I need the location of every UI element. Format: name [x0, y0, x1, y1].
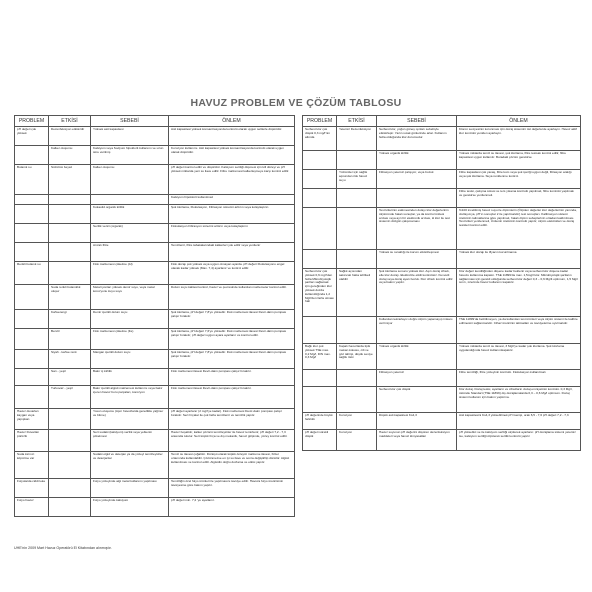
table-row [15, 409, 295, 430]
cell-reason: Yosun oluşumu (Aşırı havuzlarda genellikle yağmur ve bitme) [91, 409, 169, 430]
cell-solution: pH değeri min. 7,2 'ye ayarlanır. [169, 498, 295, 517]
cell-cause: Sağlık açısından sakıncalı hatta tehlikeli olabilir [337, 269, 377, 317]
table-row [303, 151, 581, 170]
cell-solution: Flok malzemesi ilavesi Devir-daim pompası çalışır bırakılır. [169, 369, 295, 386]
table-row [303, 370, 581, 387]
cell-solution: pH değeri kontrol edilir ve düşürülür. Kalsiyum sertliği düşmesi için kill düzeyi ve pH yüksek miktarda yeni su ilave edilir. Filtre malzemesi kalkerleşmeye karşı kontrol edilir. [169, 165, 295, 195]
cell-problem: Folyo havuz [15, 498, 49, 517]
table-row [15, 310, 295, 329]
cell-reason: Bakır iç kirlilik [91, 369, 169, 386]
cell-reason: Flok malzemesi çökelme (Al) [91, 262, 169, 285]
table-row [303, 430, 581, 451]
cell-problem [15, 195, 49, 205]
cell-reason: Mangan içerikli dolum suyu [91, 350, 169, 369]
cell-problem: Bağlı klor çok yüksek TSE max. 0,2 Mg/l, DIN max. 0,3 Mg/l [303, 344, 337, 370]
source-note: UHE'nin 2009 Mart Havuz Operatörü El Kitabından alınmıştır. [14, 546, 112, 550]
cell-cause: Kapalı havuzlarda tipik mekan kokusu, cilt ve göz tahrişi, düşük seviye sağlık riski [337, 344, 377, 370]
cell-problem [303, 317, 337, 344]
header-cause: ETKİSİ [49, 116, 91, 127]
table-row [303, 344, 581, 370]
table-row [15, 452, 295, 479]
cell-problem: Serbest klor çok yüksek 0,6 mg/l'den fazla Mikrobiyolojik şartları sağlamak için gereğinden klor yüksek dozda kullanıldığında 1,2 Mg/l'den fazla olması hali [303, 269, 337, 317]
table-row [303, 208, 581, 250]
cell-solution: Dolum suyu kalitesi kontrol, havuz ve çevresinde kullanılan malzemeler kontrol edilir. [169, 285, 295, 310]
cell-solution: Filtre kapasitesi çok yavaş, filtre kum veya şok içeriği uygun değil, filtrasyon aralığı veya şok klorlama. Suya renklenme kontrol. [457, 170, 581, 189]
table-row [15, 479, 295, 498]
cell-solution: Klor dozaj. Dozaj tesisi, ayarların ve cihazların dozaj emniyetinin kontrolü. 0,3 Mg/l, üstünde Standart (TSE 11899) dış dozajlamalarda 0,3 – 0,6 Mg/l optimum. Dozaj sistemi kullanım için bakım yaptırma. [457, 387, 581, 413]
cell-solution: Yüksek klor dozajı ile iflyacın korunlmama [457, 250, 581, 269]
cell-solution: Flok malzemesi ilavesi Devir-daim pompası çalışır bırakılır. [169, 386, 295, 409]
cell-solution: Asit kapasitesini Ks4,3 yükseltilmek pH Genişi, orak 6,5 - 7,6 pH değeri 7,2 - 7,3 [457, 413, 581, 430]
cell-reason: Yüksek asit kapasitesi [91, 127, 169, 146]
cell-reason: Yüksek organik kirlilik [377, 151, 457, 170]
header-reason: SEBEBİ [377, 116, 457, 127]
cell-problem [15, 329, 49, 350]
cell-cause: Dezenfeksiyon etkisizdir [49, 127, 91, 146]
cell-cause: Siyah - kahve renk [49, 350, 91, 369]
header-reason: SEBEBİ [91, 116, 169, 127]
cell-reason: Şok klorlama sonucu yüksek klor. Aşırı dozaj cihazı, elle klor dozajı. Elektrolize etkili kontrolsüz. Kuvvetli dozaj veya dozaj ayarı bozuk. Klor cihazı kontrol edilir veya bakım yapılır. [377, 269, 457, 317]
cell-reason: Havuz suyunun pH değerini düşüren dezenfeksiyon maddeleri veya havuz kimyasalları [377, 430, 457, 451]
header-cause: ETKİSİ [337, 116, 377, 127]
cell-solution: Havuz boşaltılır, kalker çözücü temizleyiciler ile havuz temizlenir, pH değeri 7,2 - 7,3 arasında tutulur. Sert küçük fırça ve dış mekanik, havuz girişinde, yüzey kontrol edilir. [169, 430, 295, 452]
table-row [15, 146, 295, 165]
cell-problem [15, 205, 49, 224]
cell-problem [15, 350, 49, 369]
cell-cause [337, 151, 377, 170]
cell-reason: Filtrasyon yetersiz çalışıyor, veya bozuk [377, 170, 457, 189]
table-row [15, 369, 295, 386]
cell-reason: Metal iyonları yüksek demir suyu, veya metal korozyonu kuyu suyu [91, 285, 169, 310]
table-row [15, 127, 295, 146]
table-row [15, 224, 295, 243]
cell-cause: Benzil [49, 329, 91, 350]
cell-solution: Kalsiyum hipoklorit kullanılmaz [169, 195, 295, 205]
cell-cause: Suda renkli bulanıklık oluşur [49, 285, 91, 310]
cell-cause [49, 205, 91, 224]
cell-cause: Yetersiz Dezenfeksiyon [337, 127, 377, 151]
cell-cause: Turkuvaz - yeşil [49, 386, 91, 409]
cell-reason: Sertlik verici (organik) [91, 224, 169, 243]
cell-reason: Düşük asit kapasitesi Ks4,3 [377, 413, 457, 430]
cell-reason: Bakır içerikli algisit malzemesi kullanımı veya bakır içeren havuz boru parçaları, korozyon [91, 386, 169, 409]
cell-problem: Suda kırmızı köpürme var [15, 452, 49, 479]
table-row [15, 243, 295, 262]
cell-cause [49, 262, 91, 285]
cell-cause: Süzülmü beyaz [49, 165, 91, 195]
cell-solution: Yüksek miktarda temiz su ilavesi, 3 Mg/l'ye kadar şok klorlama. Şok klorlama uygulandığında havuz kullanımkapatılır. [457, 344, 581, 370]
cell-problem [15, 310, 49, 329]
cell-cause [337, 250, 377, 269]
cell-reason: Folyo yüzeyinde algi metal kullanımı yapılması [91, 479, 169, 498]
cell-reason: Filtrasyon yetersiz [377, 370, 457, 387]
cell-problem: Folyolarda ciddi leke [15, 479, 49, 498]
cell-problem [303, 208, 337, 250]
cell-reason: Kalker oluşumu [91, 165, 169, 195]
cell-solution: %100 inceltilmiş havuz suyu ile ölçümlerin (Ölçülen değerler klor değerlerinin yanında, dozlayıcıya, pH'ın sonuçlar 2 ile yapılmalıdır) test sonuçları. Kalibrasyon sistemi üreticinin talimatlarına göre yapılmalı, hatalı ölçüm sebeplerinin ortadan kaldırılması. Test kitleri yenilenmeli, Ünitenin üreticinin kontrolü yapılır, ölçüm elektrotları ve dozaj tesisleri kontrol edilir. [457, 208, 581, 250]
cell-solution: Şok klorlama, pH değeri 7,8'yu yükseltir. Flok malzemesi ilavesi Devir-daim pompası çalışır bırakılır. [169, 310, 295, 329]
header-problem: PROBLEM [15, 116, 49, 127]
cell-cause [49, 430, 91, 452]
cell-solution: Flokulasyon Filtrasyon sürecini arttırın veya kolaylaştırın [169, 224, 295, 243]
table-row [303, 127, 581, 151]
table-row [15, 386, 295, 409]
table-row [15, 350, 295, 369]
cell-cause: Korozyon [337, 413, 377, 430]
cell-problem [15, 369, 49, 386]
cell-reason [377, 189, 457, 208]
page-title: HAVUZ PROBLEM VE ÇÖZÜM TABLOSU [190, 97, 402, 109]
cell-cause [337, 370, 377, 387]
cell-reason: Demir içerikli dolum suyu [91, 310, 169, 329]
cell-cause [49, 243, 91, 262]
cell-cause [49, 479, 91, 498]
cell-reason: Yüksek organik kirlilik [377, 344, 457, 370]
table-row [15, 329, 295, 350]
table-row [303, 269, 581, 317]
table-row [303, 317, 581, 344]
table-row [15, 262, 295, 285]
cell-solution: Şok klorlama, pH değeri 7,8'yu yükseltir. Flok malzemesi ilavesi Devir-daim pompası çalışır bırakılır. [169, 350, 295, 369]
cell-reason: Kokaolid organik kirlilik [91, 205, 169, 224]
cell-reason: Sudaki olgid ve deterjan ya da yüzeyi temizleyiciler ve deterjanlar [91, 452, 169, 479]
problem-table-right [302, 115, 581, 451]
cell-problem [15, 243, 49, 262]
cell-cause [49, 409, 91, 430]
table-row [303, 170, 581, 189]
cell-reason: Serbest klor çok düşük [377, 387, 457, 413]
cell-solution: Asit kapasitesi yüksek konsantrasyonda kontrolü olarak uygun seltlerle düşürülür. [169, 127, 295, 146]
cell-reason: Flok malzemesi çökelme (Fe) [91, 329, 169, 350]
cell-reason: Yüksek su sıcaklığı ile korum etkisizleşmesi [377, 250, 457, 269]
cell-cause [337, 208, 377, 250]
cell-reason: Kalsiyum veya Sodyum hipoklorit kullanımı ve uzun süre verilmiş [91, 146, 169, 165]
cell-problem: Renkli bulanık su [15, 262, 49, 285]
cell-reason: Folyo yüzeyinde kalsiyum [91, 498, 169, 517]
table-row [15, 498, 295, 517]
cell-problem: Serbest klor çok düşük 0,3 mg/l'nin altında [303, 127, 337, 151]
cell-problem [15, 285, 49, 310]
cell-cause [49, 224, 91, 243]
table-row [303, 189, 581, 208]
table-header-row [303, 116, 581, 127]
cell-solution: Temizliğin özel folyo ürünleri ile yapılmasını tavsiye edilir. Havuza folyo üreticisinin tavsiyesine göre bakım yapılır. [169, 479, 295, 498]
cell-solution: Yüksek miktarda temiz su ilavesi, şok klorlama, filtre tesisatı kontrol edilir, filtre kapasitesi uygun kullanılır. Buradaki çözüm gerekirse [457, 151, 581, 170]
cell-problem: Bulanık su [15, 165, 49, 195]
cell-problem [15, 386, 49, 409]
table-row [303, 250, 581, 269]
cell-problem [303, 387, 337, 413]
cell-reason: Arızalı filtre [91, 243, 169, 262]
table-row [303, 413, 581, 430]
cell-problem [15, 146, 49, 165]
cell-cause [337, 387, 377, 413]
table-row [15, 430, 295, 452]
cell-problem: pH değeri sürekli düşük [303, 430, 337, 451]
cell-solution: Korozyon kullanımı. Asit kapasitesi yüksek konsantrasyonda kontrolü olarak uygun olarak düşürülür. [169, 146, 295, 165]
cell-solution: pH yükseltici ve ile kalsiyum sertliği olçülerek ayarlanır. pH dozajlama sistemi yetersiz ise, kalsiyum sertliği ölçülerek sertlik kontrolü yapılır [457, 430, 581, 451]
table-row [15, 195, 295, 205]
cell-cause [49, 195, 91, 205]
cell-problem: Havuz duvarları kaygan veya yapışkan [15, 409, 49, 430]
cell-solution: Temiz su ilavesi çoğaltılır. Dönüşü olarak köpük önleyici malzeme ilavesi, Kriter ortamında kullanılabilir. Çözünmezse en iyi su ilave ve sonra değiştirilip dönülür. Algisit kullanılması ve kontrol edilir. Algisidin doğru dozlama ve etkisi yapılır. [169, 452, 295, 479]
cell-problem: pH değerinde büyük farklılık [303, 413, 337, 430]
cell-solution: Filtre tesisi, çalışma süresi ve ters yıkama kontrolü yapılmalı, filtre kontrolü yapılmalı ve gerekirse yenilenmeli. [457, 189, 581, 208]
cell-solution: Klor değeri kendiliğinden düşene kadar beklenir veya serbest klor düşene kadar havuzu kullanıma kapatın. TSE 11899'da max. 1,5mg/l klor. Mikrobiyolojik şartların sağlanması için gerekli olduğunda serbest klor değeri 0,3 – 0,6 Mg/lt optimum, 1,5 Mg/l sınırı, üzerinde havuz kullanımı kapatılır. [457, 269, 581, 317]
table-row [15, 285, 295, 310]
cell-solution: Flok dozajı çok yüksek veya uygun olmayan ayarda. pH değeri Flokulasyonu engel olacak kadar yüksek (Max. 7,4) ayarlanır ve kontrol edilir. [169, 262, 295, 285]
header-solution: ÖNLEM [457, 116, 581, 127]
cell-reason: Test kitlerinin eskimesinden dolayı klor değerlerinin ölçümünde hatalı sonuçlar, ya da kontrol ünitesi arızası veya ayrı bir elektronik arızası, ki klor ile test sistemin düzgün çalışmaması [377, 208, 457, 250]
problem-table-left [14, 115, 295, 517]
header-solution: ÖNLEM [169, 116, 295, 127]
cell-reason [91, 195, 169, 205]
cell-solution: Şok klorlama, Flokulasyon, Filtrasyon sürecini arttırın veya kolaylaştırın [169, 205, 295, 224]
table-row [15, 205, 295, 224]
cell-cause: Yüzücüler için sağlık açısından risk havuz suyu [337, 170, 377, 189]
cell-cause: Korozyon [337, 430, 377, 451]
cell-solution: TSE 11899'da belirtilmeyen, ya da kullanılan test ürünleri veya ölçüm sistemi ile kalibre edilmesini sağlanmalıdır. Cihaz üreticinin talimatları ve tavsiyelerine uyulmalıdır. [457, 317, 581, 344]
cell-cause [49, 452, 91, 479]
cell-problem: pH değeri çok yüksek [15, 127, 49, 146]
cell-reason: Sert sudaki (kalsiyum) sertlik veya yelkenin çökelmesi [91, 430, 169, 452]
cell-problem [303, 370, 337, 387]
cell-cause [337, 317, 377, 344]
cell-cause [49, 498, 91, 517]
cell-reason: Serbest klor, yoğun güneş ışınları sebebiyle etkisizleşir. Yazın sıcak günlerinde artar. Kullanım fazla olduğunda klor durumudur. [377, 127, 457, 151]
cell-problem: Havuz Duvarları pürüzlü [15, 430, 49, 452]
cell-solution: Filtre temizliği, filtre yüzeyinin kontrolü. Flokulasyon kullanılmalı [457, 370, 581, 387]
cell-cause: Kahverengi [49, 310, 91, 329]
cell-problem [303, 151, 337, 170]
cell-reason: Kullanılan tekrarlayıcı doğru ölçüm yapamayıp imkanı verirmiyor [377, 317, 457, 344]
cell-cause [337, 189, 377, 208]
cell-problem [303, 250, 337, 269]
cell-cause: Sarı - yeşil [49, 369, 91, 386]
table-header-row [15, 116, 295, 127]
header-problem: PROBLEM [303, 116, 337, 127]
cell-solution: Şok klorlama, pH değeri 7,6'yu yükseltir. Flok malzemesi ilavesi Devir-daim pompası çalışır bırakılır, pH değeri uygun ayara ayarlanır ve kontrol edilir. [169, 329, 295, 350]
cell-solution: Temizlenir, filtre tabakalarındaki kalkerleri yok edilir veya yenilenir [169, 243, 295, 262]
cell-problem [303, 170, 337, 189]
table-row [303, 387, 581, 413]
cell-problem [15, 224, 49, 243]
cell-solution: Kloron seviyesinin korunması için dozaj sistemini üst değerlerde ayarlayın. Havuz aktif klor kontrolü yeniden ayarlayın. [457, 127, 581, 151]
cell-cause: Kalker oluşumu [49, 146, 91, 165]
cell-problem [303, 189, 337, 208]
cell-solution: pH değeri ayarlanır (2 mg/l'ye kadar). Flok malzemesi Devir-daim pompası çalışır bırakılır. Sert fırçalar ile çok fazla temizlenir ve temizlik yapılır. [169, 409, 295, 430]
table-row [15, 165, 295, 195]
